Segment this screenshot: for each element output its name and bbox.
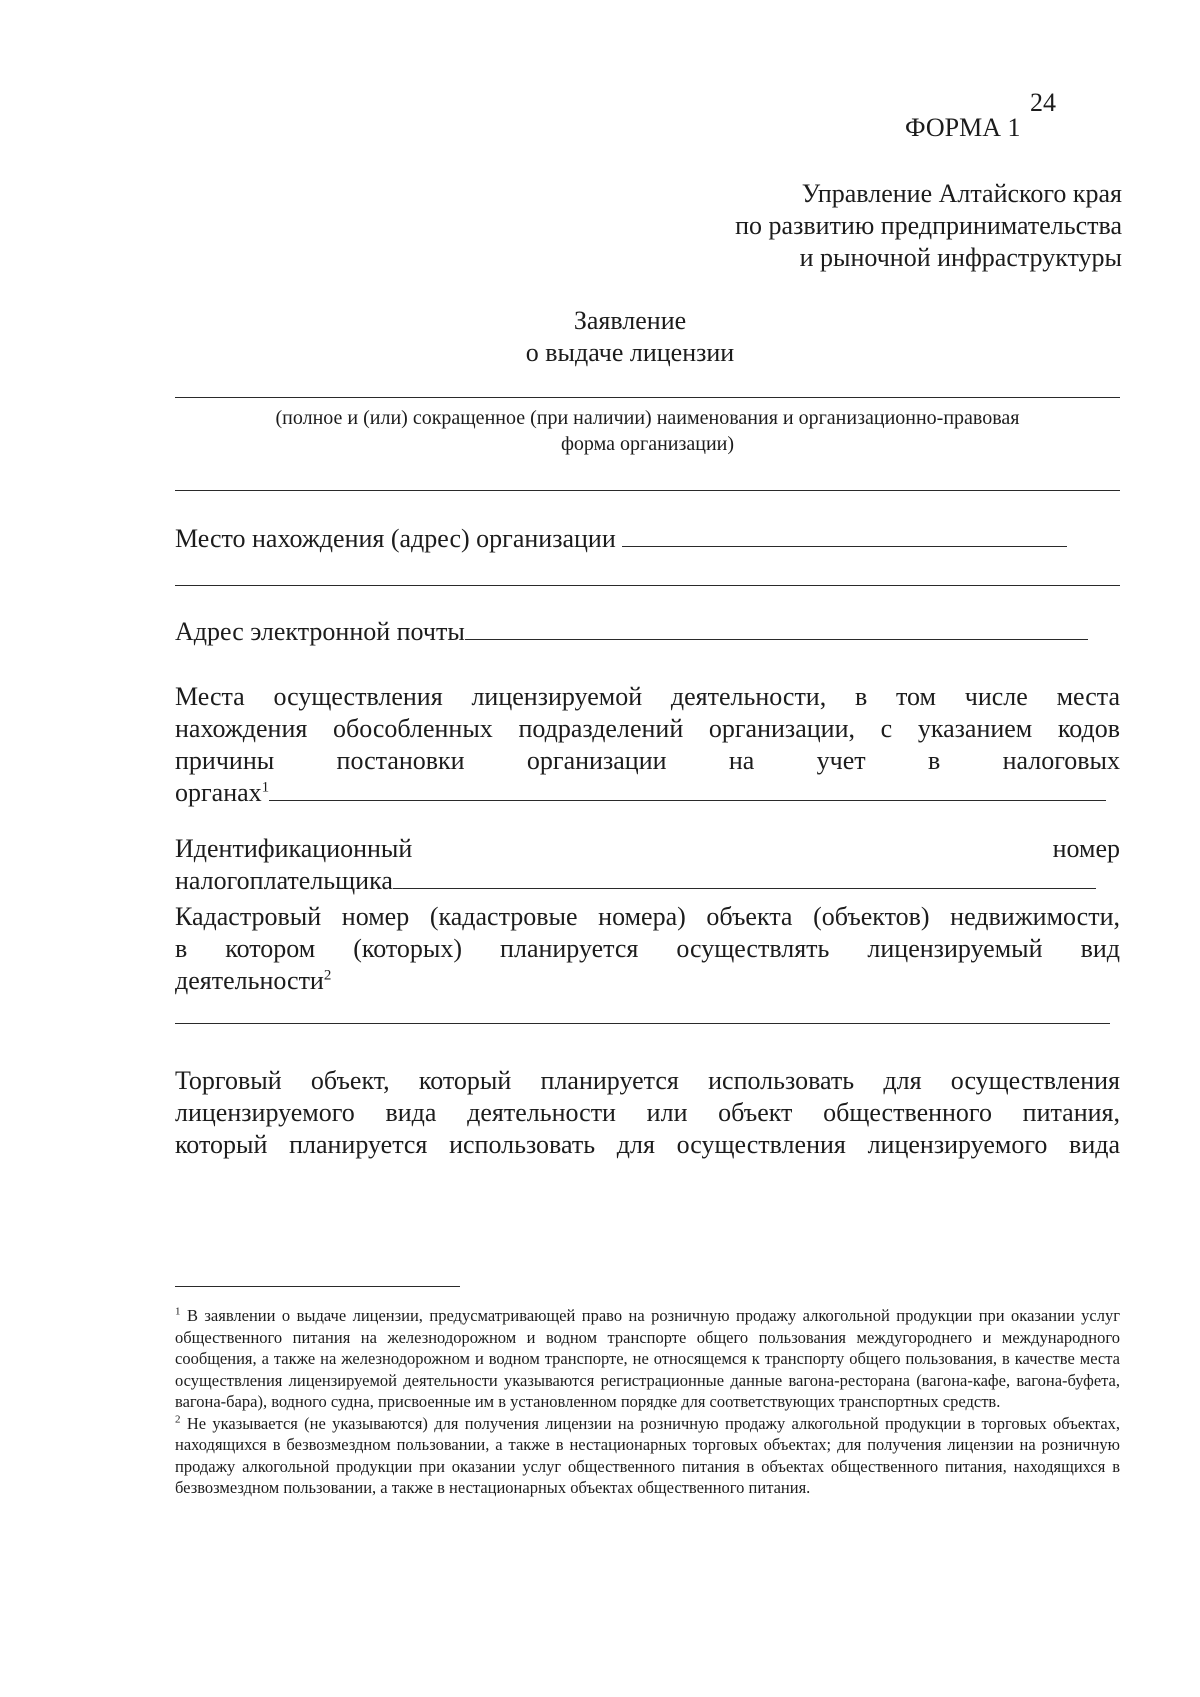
activity-places-line: органах (175, 778, 262, 807)
cadastral-line: деятельности (175, 966, 324, 995)
inn-block (175, 833, 1120, 897)
form-label: ФОРМА 1 (905, 113, 1021, 142)
org-name-field-line[interactable] (175, 397, 1120, 398)
cadastral-block (175, 901, 1120, 997)
org-name-continuation-line[interactable] (175, 490, 1120, 491)
location-continuation-line[interactable] (175, 585, 1120, 586)
footnote-text: В заявлении о выдаче лицензии, предусматривающей право на розничную продажу алкогольной продукции при оказании услуг общественного питания на железнодорожном и водном транспорте общего пользования междугороднего и международного сообщения, а также на железнодорожном и водном транспорте, не относящемся к транспорту общего пользования, в качестве места осуществления лицензируемой деятельности указываются регистрационные данные вагона-ресторана (вагона-кафе, вагона-буфета, вагона-бара), водного судна, присвоенные им в установленном порядке для соответствующих транспортных средств. (175, 1306, 1120, 1411)
email-label: Адрес электронной почты (175, 617, 465, 646)
page-number: 24 (1030, 88, 1056, 117)
footnote-2 (175, 1413, 1120, 1499)
cadastral-line: Кадастровый номер (кадастровые номера) объекта (объектов) недвижимости, (175, 902, 1120, 931)
footnote-marker: 1 (175, 1305, 181, 1318)
document-title (175, 305, 1085, 369)
activity-places-line: нахождения обособленных подразделений организации, с указанием кодов (175, 714, 1120, 743)
footnote-ref: 1 (261, 779, 270, 796)
location-row (175, 523, 1120, 555)
trade-object-line: лицензируемого вида деятельности или объект общественного питания, (175, 1098, 1120, 1127)
addressee-line: и рыночной инфраструктуры (799, 243, 1122, 272)
addressee-line: по развитию предпринимательства (735, 211, 1122, 240)
activity-places-line: причины постановки организации на учет в налоговых (175, 746, 1120, 775)
footnote-marker: 2 (175, 1413, 181, 1425)
email-field-line[interactable] (465, 617, 1088, 640)
activity-places-line: Места осуществления лицензируемой деятельности, в том числе места (175, 682, 1120, 711)
inn-label-line: Идентификационный номер (175, 834, 1120, 863)
activity-places-block (175, 681, 1120, 809)
cadastral-field-line[interactable] (175, 1023, 1110, 1024)
footnote-separator (175, 1286, 460, 1287)
inn-row (175, 865, 1120, 897)
footnotes (175, 1305, 1120, 1499)
caption-line: форма организации) (560, 433, 735, 455)
caption-line: (полное и (или) сокращенное (при наличии) наименования и организационно-правовая (275, 407, 1020, 429)
footnote-ref: 2 (323, 967, 332, 984)
title-line: о выдаче лицензии (525, 338, 735, 367)
trade-object-block (175, 1065, 1120, 1161)
title-line: Заявление (573, 306, 687, 335)
footnote-1 (175, 1305, 1120, 1413)
activity-places-last-line (175, 777, 1120, 809)
location-label: Место нахождения (адрес) организации (175, 524, 616, 553)
cadastral-last-line (175, 965, 1120, 997)
org-name-caption (175, 405, 1120, 457)
trade-object-line: Торговый объект, который планируется использовать для осуществления (175, 1066, 1120, 1095)
location-field-line[interactable] (622, 524, 1067, 547)
email-row (175, 616, 1120, 648)
activity-places-field-line[interactable] (269, 778, 1106, 801)
trade-object-line: который планируется использовать для осуществления лицензируемого вида (175, 1130, 1120, 1159)
addressee-line: Управление Алтайского края (801, 179, 1122, 208)
addressee-block (522, 178, 1122, 274)
cadastral-line: в котором (которых) планируется осуществлять лицензируемый вид (175, 934, 1120, 963)
footnote-text: Не указывается (не указываются) для получения лицензии на розничную продажу алкогольной продукции в торговых объектах, находящихся в безвозмездном пользовании, а также в нестационарных торговых объектах; для получения лицензии на розничную продажу алкогольной продукции при оказании услуг общественного питания в объектах общественного питания, находящихся в безвозмездном пользовании, а также в нестационарных объектах общественного питания. (175, 1413, 1121, 1497)
inn-label-line: налогоплательщика (175, 866, 393, 895)
inn-field-line[interactable] (393, 866, 1096, 889)
